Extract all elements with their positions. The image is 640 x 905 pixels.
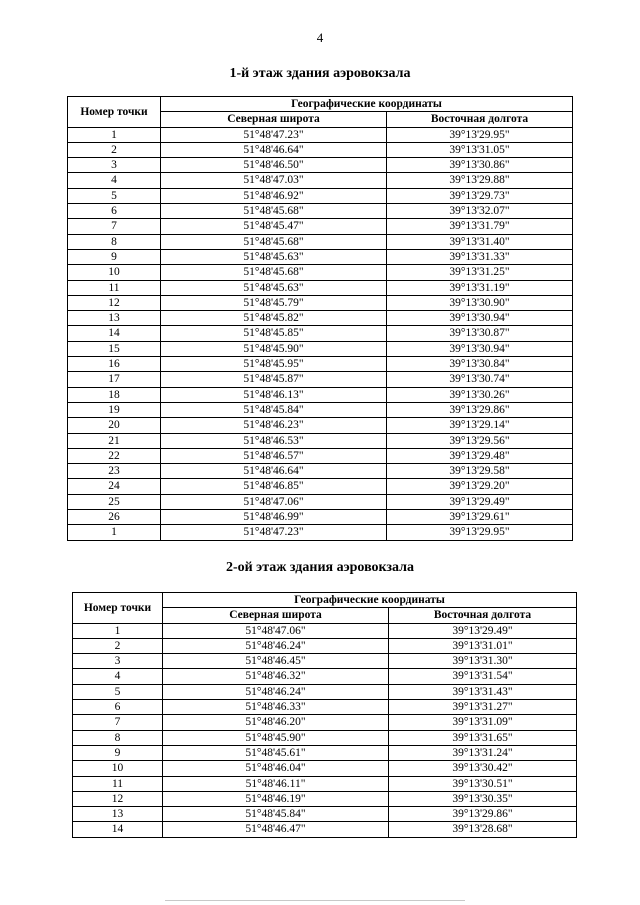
table-row xyxy=(68,372,573,387)
point-number-cell: 1 xyxy=(68,127,161,142)
east-longitude-cell: 39°13'29.86" xyxy=(387,402,573,417)
point-number-cell: 17 xyxy=(68,372,161,387)
north-latitude-cell: 51°48'46.23" xyxy=(161,418,387,433)
north-latitude-cell: 51°48'46.99" xyxy=(161,510,387,525)
east-longitude-cell: 39°13'30.74" xyxy=(387,372,573,387)
north-latitude-cell: 51°48'45.85" xyxy=(161,326,387,341)
table-row xyxy=(68,418,573,433)
table-row xyxy=(73,638,577,653)
east-longitude-cell: 39°13'29.73" xyxy=(387,188,573,203)
table-row xyxy=(68,479,573,494)
table-row xyxy=(68,326,573,341)
point-number-cell: 11 xyxy=(73,776,163,791)
table-row xyxy=(68,510,573,525)
north-latitude-cell: 51°48'45.90" xyxy=(161,341,387,356)
point-number-cell: 10 xyxy=(68,265,161,280)
east-longitude-cell: 39°13'31.79" xyxy=(387,219,573,234)
east-longitude-cell: 39°13'29.14" xyxy=(387,418,573,433)
north-latitude-cell: 51°48'47.23" xyxy=(161,127,387,142)
north-latitude-cell: 51°48'46.64" xyxy=(161,142,387,157)
header-point-number: Номер точки xyxy=(73,593,163,624)
point-number-cell: 23 xyxy=(68,464,161,479)
east-longitude-cell: 39°13'29.20" xyxy=(387,479,573,494)
table-row xyxy=(73,807,577,822)
east-longitude-cell: 39°13'30.90" xyxy=(387,295,573,310)
point-number-cell: 25 xyxy=(68,494,161,509)
north-latitude-cell: 51°48'45.95" xyxy=(161,357,387,372)
north-latitude-cell: 51°48'47.23" xyxy=(161,525,387,540)
point-number-cell: 8 xyxy=(73,730,163,745)
north-latitude-cell: 51°48'46.33" xyxy=(163,700,389,715)
east-longitude-cell: 39°13'30.87" xyxy=(387,326,573,341)
point-number-cell: 26 xyxy=(68,510,161,525)
east-longitude-cell: 39°13'31.30" xyxy=(389,654,577,669)
north-latitude-cell: 51°48'45.84" xyxy=(163,807,389,822)
footer-divider xyxy=(165,900,465,901)
point-number-cell: 6 xyxy=(68,204,161,219)
east-longitude-cell: 39°13'31.01" xyxy=(389,638,577,653)
table-body xyxy=(73,623,577,837)
east-longitude-cell: 39°13'30.94" xyxy=(387,311,573,326)
table-row xyxy=(68,357,573,372)
table-row xyxy=(68,265,573,280)
table-row xyxy=(73,715,577,730)
north-latitude-cell: 51°48'46.92" xyxy=(161,188,387,203)
east-longitude-cell: 39°13'29.88" xyxy=(387,173,573,188)
header-east-longitude: Восточная долгота xyxy=(389,608,577,623)
point-number-cell: 6 xyxy=(73,700,163,715)
north-latitude-cell: 51°48'46.20" xyxy=(163,715,389,730)
table-row xyxy=(68,280,573,295)
point-number-cell: 11 xyxy=(68,280,161,295)
point-number-cell: 12 xyxy=(73,791,163,806)
east-longitude-cell: 39°13'28.68" xyxy=(389,822,577,837)
north-latitude-cell: 51°48'45.47" xyxy=(161,219,387,234)
table-row xyxy=(68,158,573,173)
north-latitude-cell: 51°48'46.50" xyxy=(161,158,387,173)
point-number-cell: 9 xyxy=(73,745,163,760)
east-longitude-cell: 39°13'30.42" xyxy=(389,761,577,776)
point-number-cell: 10 xyxy=(73,761,163,776)
east-longitude-cell: 39°13'30.51" xyxy=(389,776,577,791)
table-row xyxy=(73,684,577,699)
section-title-floor-1: 1-й этаж здания аэровокзала xyxy=(229,66,411,81)
north-latitude-cell: 51°48'46.57" xyxy=(161,448,387,463)
table-row xyxy=(68,173,573,188)
east-longitude-cell: 39°13'29.56" xyxy=(387,433,573,448)
point-number-cell: 9 xyxy=(68,249,161,264)
north-latitude-cell: 51°48'45.87" xyxy=(161,372,387,387)
point-number-cell: 7 xyxy=(73,715,163,730)
north-latitude-cell: 51°48'47.06" xyxy=(163,623,389,638)
north-latitude-cell: 51°48'47.06" xyxy=(161,494,387,509)
east-longitude-cell: 39°13'30.26" xyxy=(387,387,573,402)
table-row xyxy=(73,700,577,715)
north-latitude-cell: 51°48'46.24" xyxy=(163,638,389,653)
east-longitude-cell: 39°13'29.86" xyxy=(389,807,577,822)
point-number-cell: 14 xyxy=(73,822,163,837)
point-number-cell: 5 xyxy=(73,684,163,699)
point-number-cell: 22 xyxy=(68,448,161,463)
table-row xyxy=(68,448,573,463)
east-longitude-cell: 39°13'29.49" xyxy=(387,494,573,509)
north-latitude-cell: 51°48'45.79" xyxy=(161,295,387,310)
point-number-cell: 1 xyxy=(68,525,161,540)
north-latitude-cell: 51°48'45.63" xyxy=(161,280,387,295)
coordinates-table-floor-1 xyxy=(67,96,573,541)
header-point-number: Номер точки xyxy=(68,97,161,128)
point-number-cell: 4 xyxy=(68,173,161,188)
east-longitude-cell: 39°13'29.95" xyxy=(387,127,573,142)
table-row xyxy=(73,623,577,638)
table-row xyxy=(73,669,577,684)
page-number: 4 xyxy=(316,30,324,45)
table-row xyxy=(68,494,573,509)
table-row xyxy=(73,745,577,760)
point-number-cell: 8 xyxy=(68,234,161,249)
point-number-cell: 16 xyxy=(68,357,161,372)
east-longitude-cell: 39°13'31.05" xyxy=(387,142,573,157)
header-geo-coordinates: Географические координаты xyxy=(163,593,577,608)
table-row xyxy=(68,341,573,356)
point-number-cell: 13 xyxy=(73,807,163,822)
north-latitude-cell: 51°48'45.61" xyxy=(163,745,389,760)
point-number-cell: 5 xyxy=(68,188,161,203)
north-latitude-cell: 51°48'46.11" xyxy=(163,776,389,791)
north-latitude-cell: 51°48'45.68" xyxy=(161,265,387,280)
table-row xyxy=(68,188,573,203)
east-longitude-cell: 39°13'31.24" xyxy=(389,745,577,760)
table-row xyxy=(68,142,573,157)
north-latitude-cell: 51°48'46.64" xyxy=(161,464,387,479)
point-number-cell: 20 xyxy=(68,418,161,433)
point-number-cell: 15 xyxy=(68,341,161,356)
east-longitude-cell: 39°13'32.07" xyxy=(387,204,573,219)
point-number-cell: 3 xyxy=(73,654,163,669)
header-east-longitude: Восточная долгота xyxy=(387,112,573,127)
north-latitude-cell: 51°48'46.24" xyxy=(163,684,389,699)
point-number-cell: 12 xyxy=(68,295,161,310)
point-number-cell: 4 xyxy=(73,669,163,684)
north-latitude-cell: 51°48'45.68" xyxy=(161,204,387,219)
east-longitude-cell: 39°13'30.86" xyxy=(387,158,573,173)
north-latitude-cell: 51°48'46.53" xyxy=(161,433,387,448)
point-number-cell: 7 xyxy=(68,219,161,234)
table-row xyxy=(68,219,573,234)
east-longitude-cell: 39°13'31.25" xyxy=(387,265,573,280)
table-row xyxy=(68,433,573,448)
point-number-cell: 1 xyxy=(73,623,163,638)
point-number-cell: 13 xyxy=(68,311,161,326)
north-latitude-cell: 51°48'45.84" xyxy=(161,402,387,417)
table-row xyxy=(73,776,577,791)
table-row xyxy=(68,249,573,264)
east-longitude-cell: 39°13'29.58" xyxy=(387,464,573,479)
east-longitude-cell: 39°13'30.94" xyxy=(387,341,573,356)
north-latitude-cell: 51°48'45.90" xyxy=(163,730,389,745)
east-longitude-cell: 39°13'31.33" xyxy=(387,249,573,264)
header-north-latitude: Северная широта xyxy=(163,608,389,623)
north-latitude-cell: 51°48'45.63" xyxy=(161,249,387,264)
east-longitude-cell: 39°13'30.84" xyxy=(387,357,573,372)
section-title-floor-2: 2-ой этаж здания аэровокзала xyxy=(225,560,415,575)
east-longitude-cell: 39°13'31.19" xyxy=(387,280,573,295)
table-row xyxy=(73,654,577,669)
north-latitude-cell: 51°48'46.32" xyxy=(163,669,389,684)
point-number-cell: 3 xyxy=(68,158,161,173)
east-longitude-cell: 39°13'31.65" xyxy=(389,730,577,745)
header-geo-coordinates: Географические координаты xyxy=(161,97,573,112)
north-latitude-cell: 51°48'46.85" xyxy=(161,479,387,494)
point-number-cell: 2 xyxy=(73,638,163,653)
north-latitude-cell: 51°48'46.13" xyxy=(161,387,387,402)
north-latitude-cell: 51°48'46.47" xyxy=(163,822,389,837)
point-number-cell: 2 xyxy=(68,142,161,157)
north-latitude-cell: 51°48'46.19" xyxy=(163,791,389,806)
table-row xyxy=(68,311,573,326)
point-number-cell: 14 xyxy=(68,326,161,341)
coordinates-table-floor-2 xyxy=(72,592,577,838)
table-row xyxy=(68,387,573,402)
east-longitude-cell: 39°13'30.35" xyxy=(389,791,577,806)
table-row xyxy=(73,730,577,745)
table-body xyxy=(68,127,573,540)
east-longitude-cell: 39°13'29.48" xyxy=(387,448,573,463)
table-row xyxy=(68,525,573,540)
east-longitude-cell: 39°13'29.49" xyxy=(389,623,577,638)
east-longitude-cell: 39°13'29.61" xyxy=(387,510,573,525)
table-row xyxy=(73,761,577,776)
north-latitude-cell: 51°48'46.04" xyxy=(163,761,389,776)
table-row xyxy=(68,127,573,142)
table-row xyxy=(68,402,573,417)
east-longitude-cell: 39°13'31.40" xyxy=(387,234,573,249)
east-longitude-cell: 39°13'31.54" xyxy=(389,669,577,684)
table-row xyxy=(68,204,573,219)
north-latitude-cell: 51°48'46.45" xyxy=(163,654,389,669)
east-longitude-cell: 39°13'31.27" xyxy=(389,700,577,715)
point-number-cell: 18 xyxy=(68,387,161,402)
header-north-latitude: Северная широта xyxy=(161,112,387,127)
table-row xyxy=(73,791,577,806)
table-row xyxy=(68,234,573,249)
point-number-cell: 19 xyxy=(68,402,161,417)
east-longitude-cell: 39°13'29.95" xyxy=(387,525,573,540)
table-row xyxy=(68,295,573,310)
north-latitude-cell: 51°48'47.03" xyxy=(161,173,387,188)
north-latitude-cell: 51°48'45.68" xyxy=(161,234,387,249)
table-row xyxy=(73,822,577,837)
east-longitude-cell: 39°13'31.09" xyxy=(389,715,577,730)
point-number-cell: 24 xyxy=(68,479,161,494)
north-latitude-cell: 51°48'45.82" xyxy=(161,311,387,326)
point-number-cell: 21 xyxy=(68,433,161,448)
east-longitude-cell: 39°13'31.43" xyxy=(389,684,577,699)
table-row xyxy=(68,464,573,479)
